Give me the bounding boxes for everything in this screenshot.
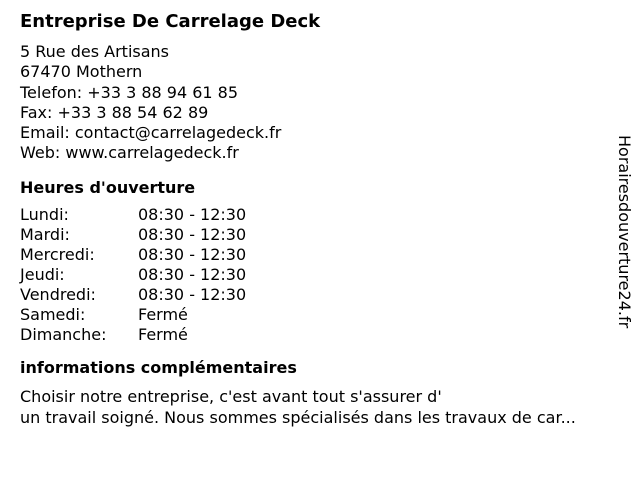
hours-row-monday (20, 205, 610, 225)
hours-row-tuesday (20, 225, 610, 245)
day-label: Mardi: (20, 224, 70, 244)
business-card (20, 10, 610, 428)
day-hours: 08:30 - 12:30 (138, 285, 247, 305)
phone-number: Telefon: +33 3 88 94 61 85 (20, 82, 239, 102)
day-label: Mercredi: (20, 244, 95, 264)
hours-row-thursday (20, 265, 610, 285)
fax-number: Fax: +33 3 88 54 62 89 (20, 102, 209, 122)
day-hours: 08:30 - 12:30 (138, 244, 247, 264)
contact-block (20, 42, 610, 164)
day-hours: Fermé (138, 305, 188, 325)
email-address: Email: contact@carrelagedeck.fr (20, 123, 282, 143)
hours-row-sunday (20, 325, 610, 345)
postal-city: 67470 Mothern (20, 62, 143, 82)
website-address: Web: www.carrelagedeck.fr (20, 143, 239, 163)
hours-row-saturday (20, 305, 610, 325)
day-hours: 08:30 - 12:30 (138, 224, 247, 244)
opening-hours-heading: Heures d'ouverture (20, 177, 196, 197)
day-label: Samedi: (20, 305, 86, 325)
street-address: 5 Rue des Artisans (20, 42, 170, 61)
day-label: Lundi: (20, 204, 69, 224)
additional-info-line-1: Choisir notre entreprise, c'est avant tout s'assurer d' (20, 387, 442, 407)
day-hours: 08:30 - 12:30 (138, 265, 247, 285)
day-label: Jeudi: (20, 265, 65, 285)
day-hours: 08:30 - 12:30 (138, 204, 247, 224)
day-label: Vendredi: (20, 285, 96, 305)
business-name: Entreprise De Carrelage Deck (20, 11, 321, 32)
additional-info-heading: informations complémentaires (20, 358, 297, 378)
day-hours: Fermé (138, 325, 188, 345)
additional-info-line-2: un travail soigné. Nous sommes spécialisés dans les travaux de car... (20, 408, 576, 428)
hours-row-friday (20, 285, 610, 305)
watermark-text: Horairesdouverture24.fr (615, 135, 634, 329)
opening-hours-table (20, 205, 610, 346)
site-watermark (612, 135, 636, 375)
hours-row-wednesday (20, 245, 610, 265)
day-label: Dimanche: (20, 325, 107, 345)
